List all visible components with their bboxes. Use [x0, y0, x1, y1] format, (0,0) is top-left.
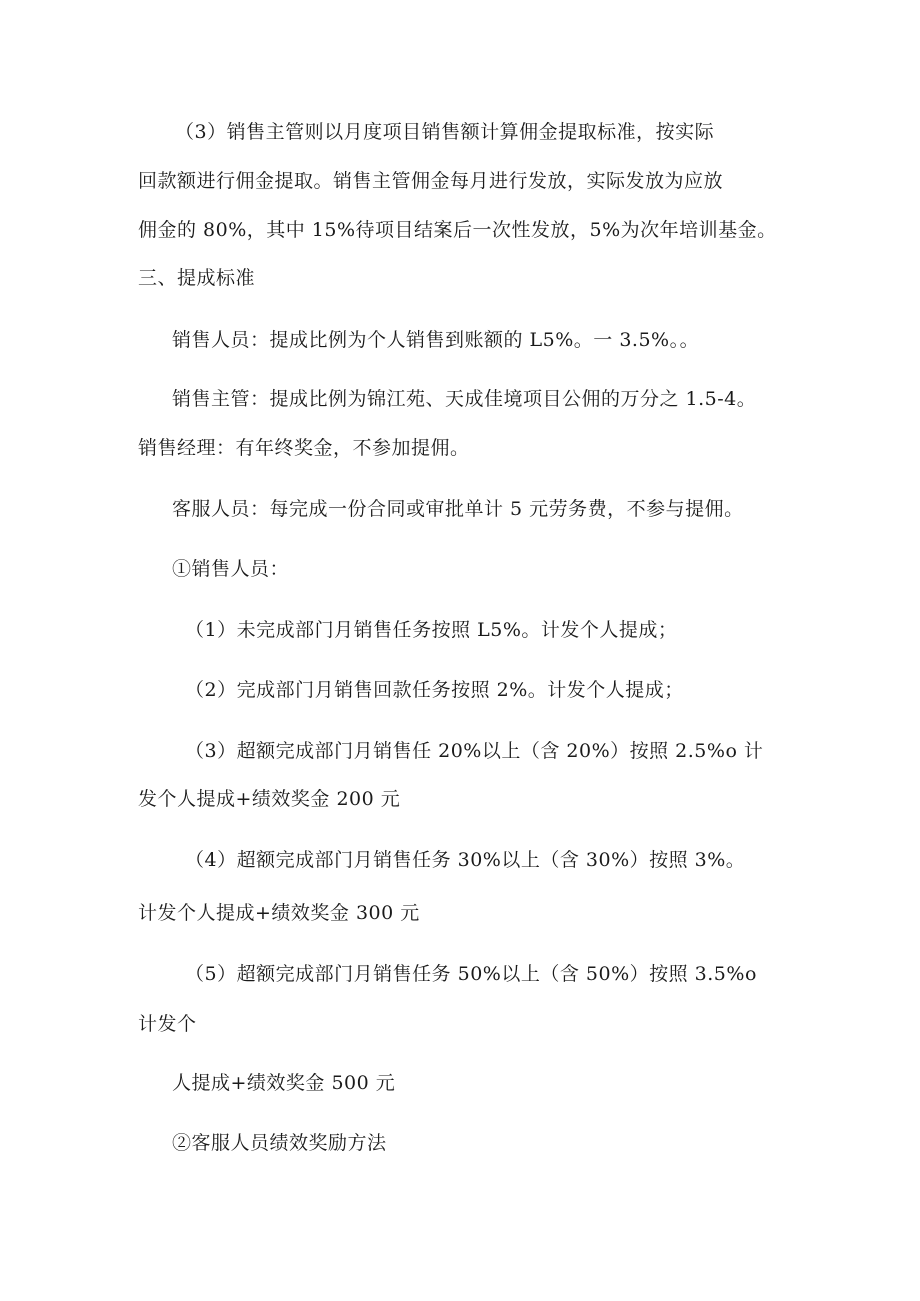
paragraph-line: 回款额进行佣金提取。销售主管佣金每月进行发放，实际发放为应放 — [138, 170, 724, 192]
list-item: （3）超额完成部门月销售任 20%以上（含 20%）按照 2.5%o 计 — [185, 740, 764, 762]
list-item: （1）未完成部门月销售任务按照 L5%。计发个人提成； — [185, 619, 678, 641]
paragraph-line: 销售主管：提成比例为锦江苑、天成佳境项目公佣的万分之 1.5-4。 — [172, 388, 757, 410]
paragraph-line: 佣金的 80%，其中 15%待项目结案后一次性发放，5%为次年培训基金。 — [138, 219, 777, 241]
list-item: （4）超额完成部门月销售任务 30%以上（含 30%）按照 3%。 — [185, 849, 746, 871]
paragraph-line: 客服人员：每完成一份合同或审批单计 5 元劳务费，不参与提佣。 — [172, 498, 744, 520]
list-heading: ②客服人员绩效奖励方法 — [172, 1132, 387, 1154]
list-heading: ①销售人员： — [172, 558, 290, 580]
section-heading: 三、提成标准 — [138, 267, 256, 289]
paragraph-line: 销售经理：有年终奖金，不参加提佣。 — [138, 437, 470, 459]
list-item: （2）完成部门月销售回款任务按照 2%。计发个人提成； — [185, 679, 684, 701]
paragraph-line: （3）销售主管则以月度项目销售额计算佣金提取标准，按实际 — [175, 121, 715, 143]
paragraph-line: 销售人员：提成比例为个人销售到账额的 L5%。一 3.5%。。 — [172, 329, 700, 351]
list-item-continuation: 人提成+绩效奖金 500 元 — [172, 1072, 396, 1094]
list-item: （5）超额完成部门月销售任务 50%以上（含 50%）按照 3.5%o — [185, 963, 757, 985]
list-item-continuation: 计发个 — [138, 1013, 197, 1035]
list-item-continuation: 计发个人提成+绩效奖金 300 元 — [138, 902, 420, 924]
list-item-continuation: 发个人提成+绩效奖金 200 元 — [138, 788, 401, 810]
